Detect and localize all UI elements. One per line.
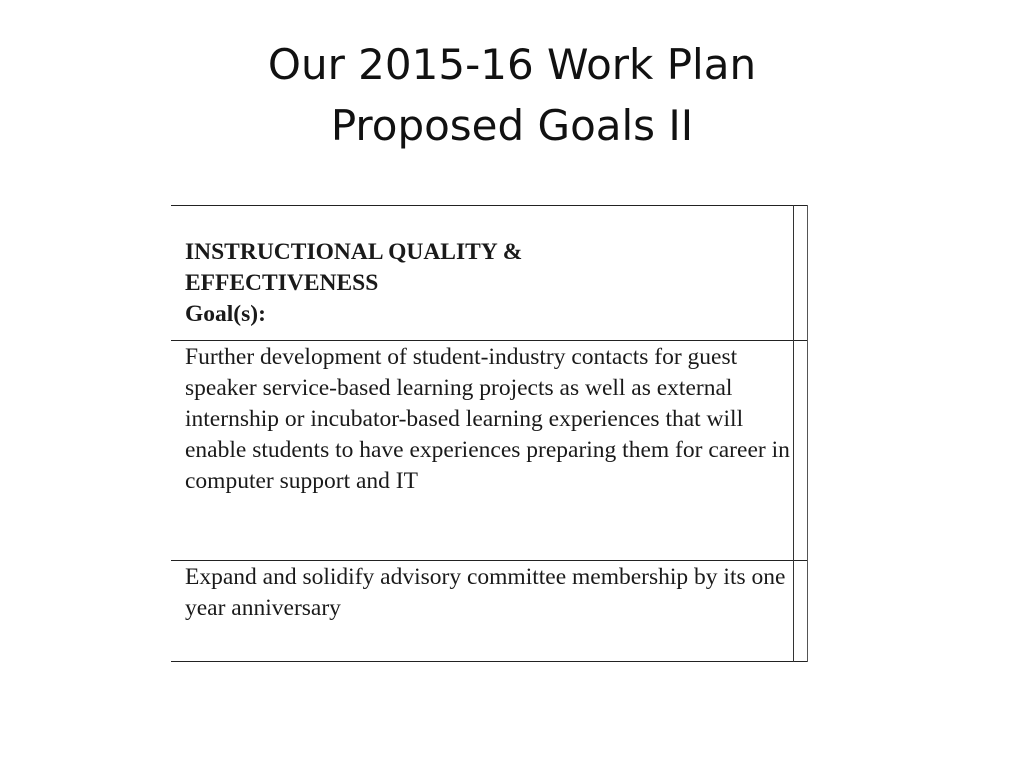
goals-table-image bbox=[171, 205, 808, 662]
slide-title bbox=[0, 34, 1024, 156]
table-outer-border bbox=[807, 205, 808, 662]
title-line-2: Proposed Goals II bbox=[330, 101, 694, 150]
table-row-divider bbox=[171, 340, 808, 341]
table-bottom-rule bbox=[171, 661, 808, 662]
table-heading-cell bbox=[185, 237, 795, 330]
heading-line-2: EFFECTIVENESS bbox=[185, 270, 379, 296]
heading-line-3: Goal(s): bbox=[185, 301, 266, 327]
goal-cell-2: Expand and solidify advisory committee membership by its one year anniversary bbox=[185, 564, 786, 621]
heading-line-1: INSTRUCTIONAL QUALITY & bbox=[185, 239, 523, 265]
goal-cell-1: Further development of student-industry contacts for guest speaker service-based learning projects as well as external internship or incubator-based learning experiences that will enable students to have experiences preparing them for career in computer support and IT bbox=[185, 344, 790, 494]
title-line-1: Our 2015-16 Work Plan bbox=[267, 40, 757, 89]
table-row-divider bbox=[171, 560, 808, 561]
table-top-rule bbox=[171, 205, 808, 206]
